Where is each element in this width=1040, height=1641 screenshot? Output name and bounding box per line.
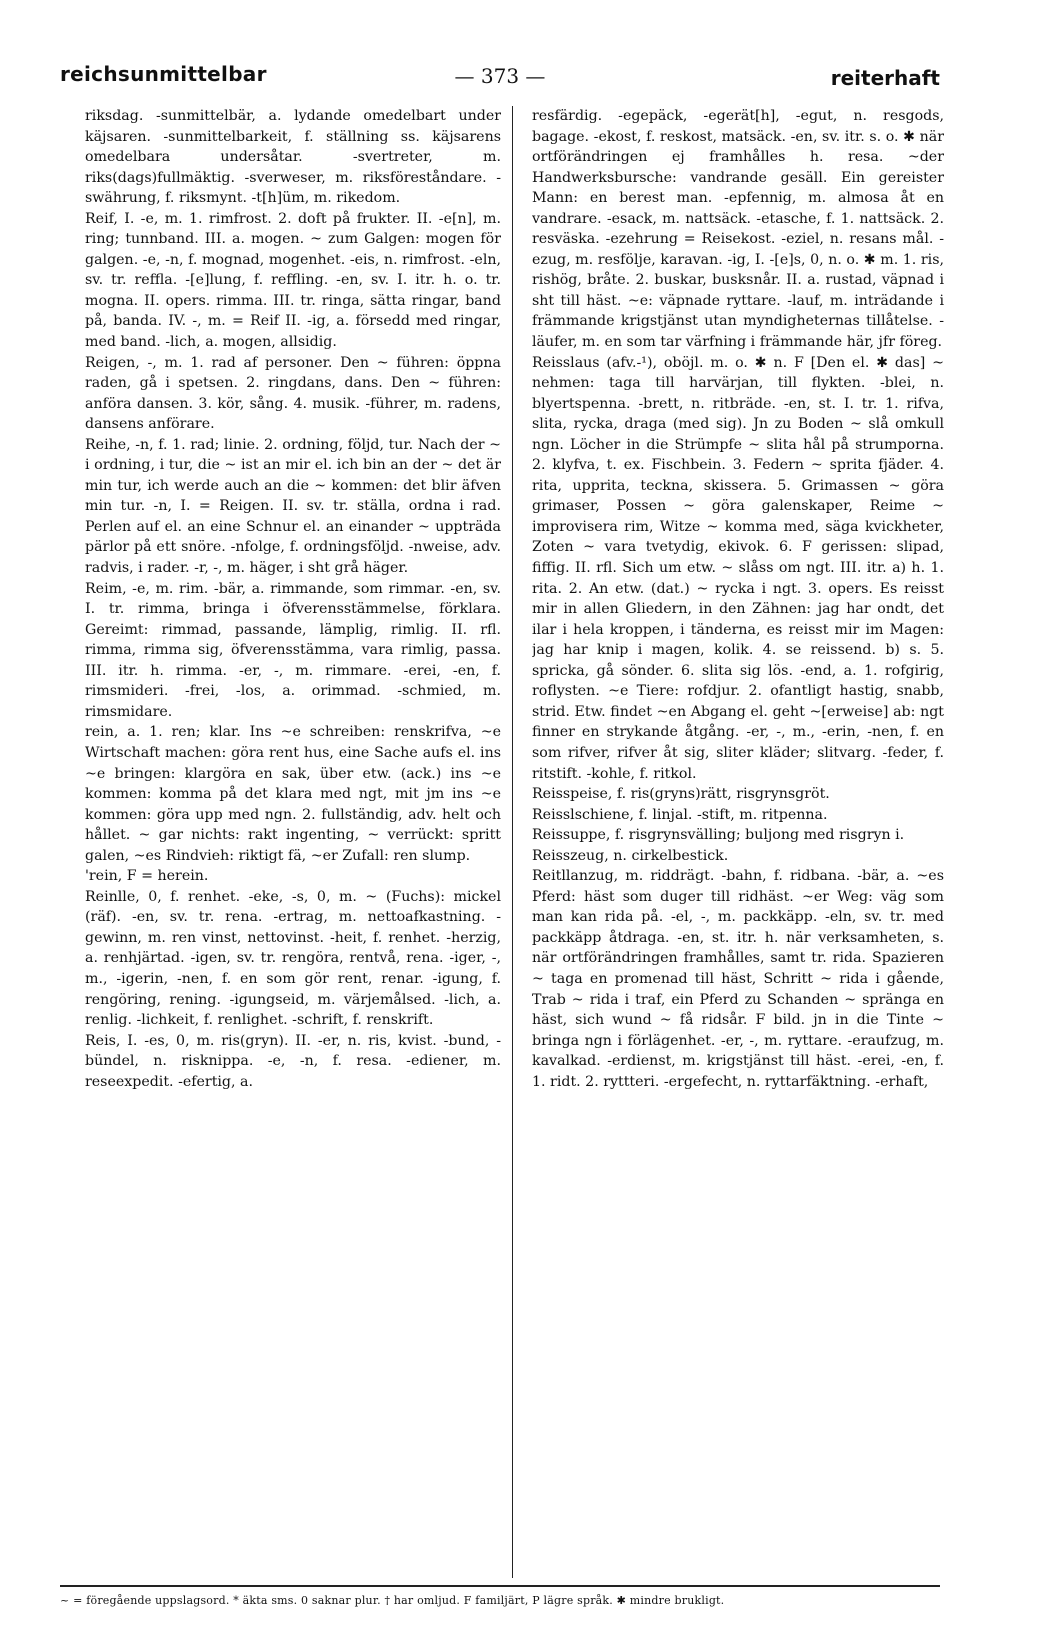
header-first-headword: reichsunmittelbar (60, 62, 267, 86)
page-number: — 373 — (454, 64, 546, 88)
dictionary-entry: Reis, I. -es, 0, m. ris(gryn). II. -er, n. ris, kvist. -bund, -bündel, n. risknippa. -e, -n, f. resa. -ediener, m. reseexpedit. -efertig, a. (85, 1032, 501, 1090)
dictionary-entry: Reisslschiene, f. linjal. -stift, m. ritpenna. (532, 806, 828, 823)
page-header (60, 58, 940, 98)
column-divider (512, 106, 513, 1578)
dictionary-entry: 'rein, F = herein. (85, 868, 209, 885)
dictionary-entry: Reisslaus (afv.-¹), oböjl. m. o. ✱ n. F [Den el. ✱ das] ~ nehmen: taga till harvärjan, till flykten. -blei, n. blyertspenna. -brett, n. ritbräde. -en, st. I. tr. 1. rifva, slita, rycka, draga (med sig). Jn zu Boden ~ slå omkull ngn. Löcher in die Strümpfe ~ slita hål på strumporna. 2. klyfva, t. ex. Fischbein. 3. Federn ~ sprita fjäder. 4. rita, upprita, teckna, skissera. 5. Grimassen ~ göra grimaser, Possen ~ göra galenskaper, Reime ~ improvisera rim, Witze ~ komma med, säga kvickheter, Zoten ~ vara tvetydig, ekivok. 6. F gerissen: slipad, fiffig. II. rfl. Sich um etw. ~ slåss om ngt. III. itr. a) h. 1. rita. 2. An etw. (dat.) ~ rycka i ngt. 3. opers. Es reisst mir in allen Gliedern, in den Zähnen: jag har ondt, det ilar i hela kroppen, i tänderna, es reisst mir im Magen: jag har knip i magen, kolik. 4. se reissend. b) s. 5. spricka, gå sönder. 6. slita sig lös. -end, a. 1. rofgirig, roflysten. ~e Tiere: rofdjur. 2. ofantligt hastig, snabb, strid. Etw. findet ~en Abgang el. geht ~[erweise] ab: ngt finner en strykande åtgång. -er, -, m., -erin, -nen, f. en som rifver, rifver åt sig, sliter kläder; slitvarg. -feder, f. ritstift. -kohle, f. ritkol. (532, 354, 944, 782)
left-column (85, 106, 501, 1578)
footer-rule (60, 1585, 940, 1587)
dictionary-entry: riksdag. -sunmittelbär, a. lydande omedelbart under käjsaren. -sunmittelbarkeit, f. ställning ss. käjsarens omedelbara undersåtar. -svertreter, m. riks(dags)fullmäktig. -sverweser, m. riksföreståndare. -swährung, f. riksmynt. -t[h]üm, m. rikedom. (85, 108, 501, 207)
abbreviation-legend: ~ = föregående uppslagsord. * äkta sms. 0 saknar plur. † har omljud. F familjärt, P lägre språk. ✱ mindre brukligt. (60, 1594, 725, 1607)
dictionary-entry: Reim, -e, m. rim. -bär, a. rimmande, som rimmar. -en, sv. I. tr. rimma, bringa i öfverensstämmelse, förklara. Gereimt: rimmad, passande, lämplig, rimlig. II. rfl. rimma, rimma sig, öfverensstämma, vara rimlig, passa. III. itr. h. rimma. -er, -, m. rimmare. -erei, -en, f. rimsmideri. -frei, -los, a. orimmad. -schmied, m. rimsmidare. (85, 580, 501, 720)
dictionary-entry: Reisszeug, n. cirkelbestick. (532, 847, 729, 864)
header-last-headword: reiterhaft (830, 66, 940, 90)
dictionary-entry: resfärdig. -egepäck, -egerät[h], -egut, n. resgods, bagage. -ekost, f. reskost, matsäck. -en, sv. itr. s. o. ✱ när ortförändringen ej framhålles h. resa. ~der Handwerksbursche: vandrande gesäll. Ein gereister Mann: en berest man. -epfennig, m. almosa åt en vandrare. -esack, m. nattsäck. -etasche, f. 1. nattsäck. 2. resväska. -ezehrung = Reisekost. -eziel, n. resans mål. -ezug, m. resfölje, karavan. -ig, I. -[e]s, 0, n. o. ✱ m. 1. ris, rishög, bråte. 2. buskar, busksnår. II. a. rustad, väpnad i sht till häst. ~e: väpnade ryttare. -lauf, m. inträdande i främmande krigstjänst utan myndigheternas tillåtelse. -läufer, m. en som tar värfning i främmande här, jfr föreg. (532, 108, 944, 351)
dictionary-entry: Reinlle, 0, f. renhet. -eke, -s, 0, m. ~ (Fuchs): mickel (räf). -en, sv. tr. rena. -ertrag, m. nettoafkastning. -gewinn, m. ren vinst, nettovinst. -heit, f. renhet. -herzig, a. renhjärtad. -igen, sv. tr. rengöra, rentvå, rena. -iger, -, m., -igerin, -nen, f. en som gör rent, renar. -igung, f. rengöring, rening. -igungseid, m. värjemålsed. -lich, a. renlig. -lichkeit, f. renlighet. -schrift, f. renskrift. (85, 888, 501, 1029)
dictionary-entry: rein, a. 1. ren; klar. Ins ~e schreiben: renskrifva, ~e Wirtschaft machen: göra rent hus, eine Sache aufs el. ins ~e bringen: klargöra en sak, über etw. (ack.) ins ~e kommen: komma på det klara med ngt, mit jm ins ~e kommen: göra upp med ngn. 2. fullständig, adv. helt och hållet. ~ gar nichts: rakt ingenting, ~ verrückt: spritt galen, ~es Rindvieh: riktigt fä, ~er Zufall: ren slump. (85, 724, 501, 864)
dictionary-entry: Reigen, -, m. 1. rad af personer. Den ~ führen: öppna raden, gå i spetsen. 2. ringdans, dans. Den ~ führen: anföra dansen. 3. kör, sång. 4. musik. -führer, m. radens, dansens anförare. (85, 354, 501, 433)
dictionary-entry: Reissuppe, f. risgrynsvälling; buljong med risgryn i. (532, 827, 905, 844)
dictionary-entry: Reisspeise, f. ris(gryns)rätt, risgrynsgröt. (532, 786, 830, 803)
right-column (532, 106, 944, 1578)
dictionary-entry: Reihe, -n, f. 1. rad; linie. 2. ordning, följd, tur. Nach der ~ i ordning, i tur, die ~ ist an mir el. ich bin an der ~ det är min tur, ich werde auch an die ~ kommen: det blir äfven min tur. -n, I. = Reigen. II. sv. tr. ställa, ordna i rad. Perlen auf el. an eine Schnur el. an einander ~ uppträda pärlor på ett snöre. -nfolge, f. ordningsföljd. -nweise, adv. radvis, i rader. -r, -, m. häger, i sht grå häger. (85, 436, 501, 577)
dictionary-entry: Reitllanzug, m. riddrägt. -bahn, f. ridbana. -bär, a. ~es Pferd: häst som duger till ridhäst. ~er Weg: väg som man kan rida på. -el, -, m. packkäpp. -eln, sv. tr. med packkäpp åtdraga. -en, st. itr. h. när verksamheten, s. när ortförändringen framhålles, samt tr. rida. Spazieren ~ taga en promenad till häst, Schritt ~ rida i gående, Trab ~ rida i traf, ein Pferd zu Schanden ~ spränga en häst, sich wund ~ få ridsår. F bild. jn in die Tinte ~ bringa ngn i förlägenhet. -er, -, m. ryttare. -eraufzug, m. kavalkad. -erdienst, m. krigstjänst till häst. -erei, -en, f. 1. ridt. 2. ryttteri. -ergefecht, n. ryttarfäktning. -erhaft, (532, 868, 944, 1090)
dictionary-entry: Reif, I. -e, m. 1. rimfrost. 2. doft på frukter. II. -e[n], m. ring; tunnband. III. a. mogen. ~ zum Galgen: mogen för galgen. -e, -n, f. mognad, mogenhet. -eis, n. rimfrost. -eln, sv. tr. reffla. -[e]lung, f. reffling. -en, sv. I. itr. h. o. tr. mogna. II. opers. rimma. III. tr. ringa, sätta ringar, band på, banda. IV. -, m. = Reif II. -ig, a. försedd med ringar, med band. -lich, a. mogen, allsidig. (85, 210, 501, 351)
